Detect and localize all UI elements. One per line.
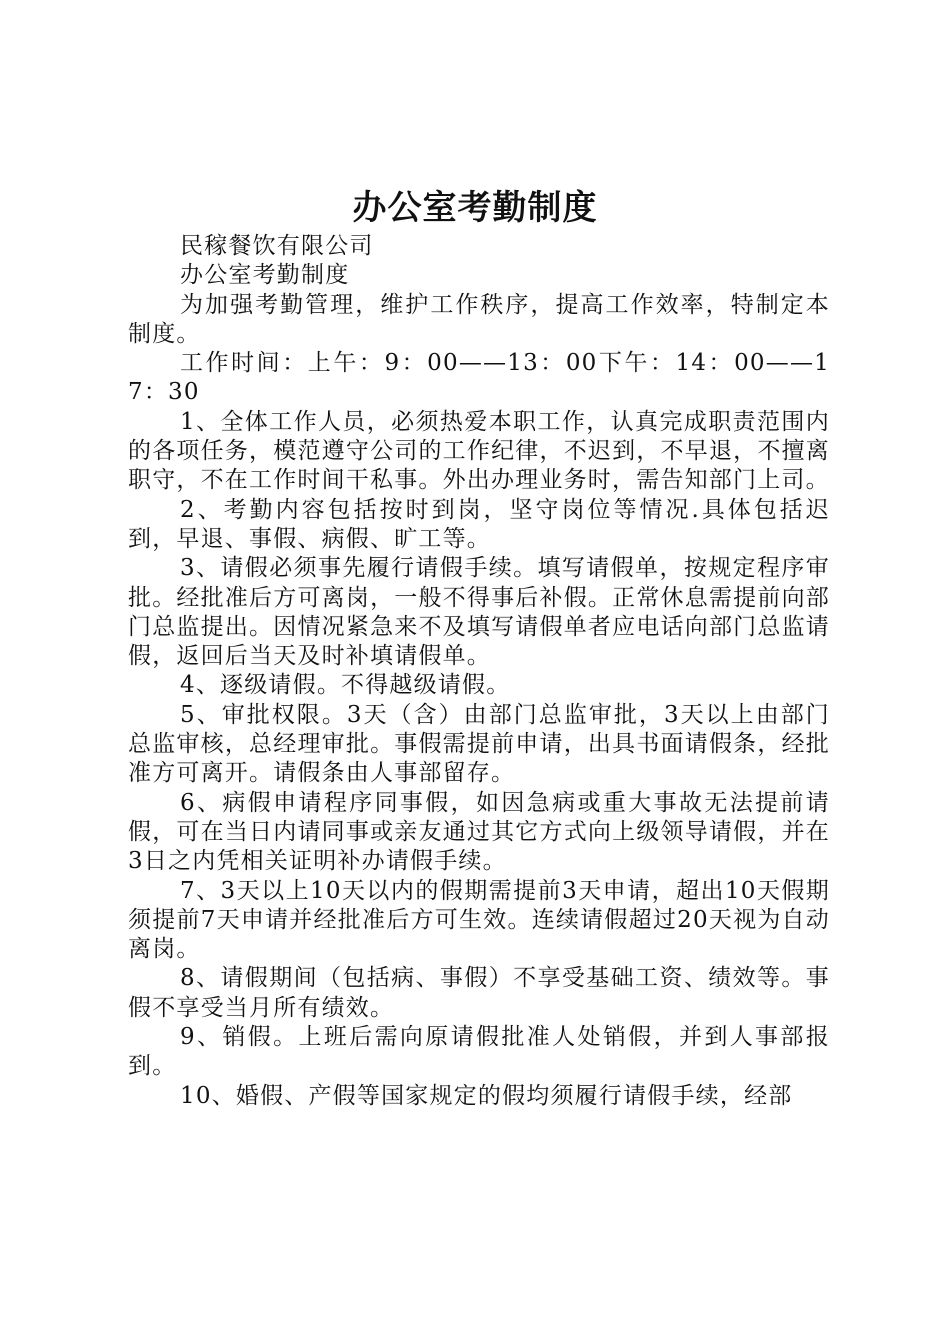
rule-item-7: 7、3天以上10天以内的假期需提前3天申请，超出10天假期须提前7天申请并经批准后方可生效。连续请假超过20天视为自动离岗。 (128, 877, 830, 963)
rule-item-1: 1、全体工作人员，必须热爱本职工作，认真完成职责范围内的各项任务，模范遵守公司的工作纪律，不迟到，不早退，不擅离职守，不在工作时间干私事。外出办理业务时，需告知部门上司。 (128, 408, 830, 494)
rule-item-4: 4、逐级请假。不得越级请假。 (180, 672, 511, 699)
document-title: 办公室考勤制度 (352, 188, 598, 228)
rule-item-10: 10、婚假、产假等国家规定的假均须履行请假手续，经部 (180, 1082, 793, 1109)
document-body (128, 232, 830, 1111)
rule-item-5: 5、审批权限。3天（含）由部门总监审批，3天以上由部门总监审核，总经理审批。事假需提前申请，出具书面请假条，经批准方可离开。请假条由人事部留存。 (128, 701, 830, 787)
paragraph-work-hours: 工作时间：上午：9：00——13：00下午：14：00——17：30 (128, 350, 830, 406)
rule-item-8: 8、请假期间（包括病、事假）不享受基础工资、绩效等。事假不享受当月所有绩效。 (128, 965, 830, 1021)
company-name: 民稼餐饮有限公司 (180, 233, 374, 259)
rule-item-2: 2、考勤内容包括按时到岗，坚守岗位等情况.具体包括迟到，早退、事假、病假、旷工等。 (128, 496, 830, 552)
document-subtitle: 办公室考勤制度 (180, 262, 350, 289)
rule-item-3: 3、请假必须事先履行请假手续。填写请假单，按规定程序审批。经批准后方可离岗，一般不得事后补假。正常休息需提前向部门总监提出。因情况紧急来不及填写请假单者应电话向部门总监请假，返回后当天及时补填请假单。 (128, 555, 830, 670)
rule-item-9: 9、销假。上班后需向原请假批准人处销假，并到人事部报到。 (128, 1024, 830, 1080)
rule-item-6: 6、病假申请程序同事假，如因急病或重大事故无法提前请假，可在当日内请同事或亲友通过其它方式向上级领导请假，并在3日之内凭相关证明补办请假手续。 (128, 789, 830, 875)
paragraph-purpose: 为加强考勤管理，维护工作秩序，提高工作效率，特制定本制度。 (128, 291, 830, 347)
